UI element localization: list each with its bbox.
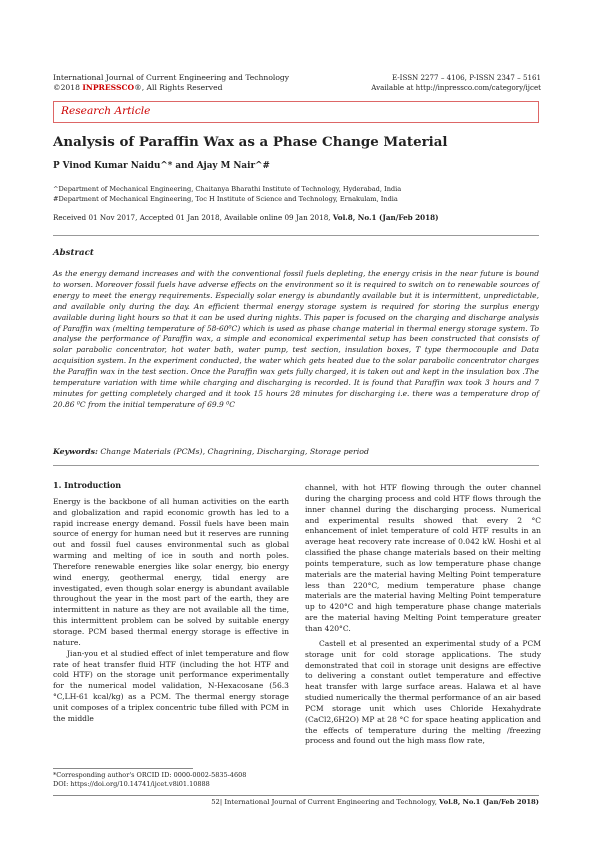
keywords-label: Keywords: (53, 447, 98, 456)
keywords-text: Change Materials (PCMs), Chagrining, Discharging, Storage period (97, 447, 369, 456)
issn: E-ISSN 2277 – 4106, P-ISSN 2347 – 5161 (391, 73, 541, 82)
article-type: Research Article (61, 105, 151, 117)
affiliations (53, 184, 401, 204)
paper-title: Analysis of Paraffin Wax as a Phase Change Material (53, 134, 448, 150)
publisher-name: INPRESSCO (82, 83, 135, 92)
article-dates: Received 01 Nov 2017, Accepted 01 Jan 2018, Available online 09 Jan 2018, Vol.8, No.1 (Jan/Feb 2018) (53, 213, 439, 222)
available-link[interactable]: Available at http://inpressco.com/category/ijcet (371, 83, 541, 92)
keywords (53, 447, 369, 456)
column-right (305, 483, 541, 747)
paragraph: Energy is the backbone of all human activities on the earth and globalization and rapid economic growth has led to a rapid increase energy demand. Fossil fuels have been main source of energy for human need but it reserves are running out and fossil fuel causes environmental such as global warming and melting of ice in south and north poles. Therefore renewable energies like solar energy, bio energy wind energy, geothermal energy, tidal energy are investigated, even though solar energy is abundant available throughout the year in the most part of the earth, they are intermittent in nature as they are not available all the time, this intermittent problem can be solved by suitable energy storage. PCM based thermal energy storage is effective in nature. (53, 496, 289, 647)
orcid-note: *Corresponding author's ORCID ID: 0000-0002-5835-4608 (53, 771, 247, 779)
authors: P Vinod Kumar Naidu^* and Ajay M Nair^# (53, 161, 270, 171)
doi-link[interactable]: DOI: https://doi.org/10.14741/ijcet.v8i01.10888 (53, 780, 210, 788)
journal-name: International Journal of Current Engineering and Technology (53, 73, 290, 82)
footnote (53, 771, 246, 789)
paragraph: channel, with hot HTF flowing through the outer channel during the charging process and cold HTF flows through the inner channel during the discharging process. Numerical and experimental results showed that every 2 °C enhancement of inlet temperature of cold HTF results in an average heat recovery rate increase of 0.042 kW. Hoshi et al classified the phase change materials based on their melting points temperature, such as low temperature phase change materials are the material having Melting Point temperature less than 220°C, medium temperature phase change materials are the material having Melting Point temperature up to 420°C and high temperature phase change materials are the material having Melting Point temperature greater than 420°C. (305, 483, 541, 633)
footnote-rule (53, 768, 193, 769)
paragraph: Castell et al presented an experimental study of a PCM storage unit for cold storage applications. The study demonstrated that coil in storage unit designs are effective to delivering a constant outlet temperature and effective heat transfer with large surface areas. Halawa et al have studied numerically the thermal performance of an air based PCM storage unit which uses Chloride Hexahydrate (CaCl2,6H2O) MP at 28 °C for space heating application and the effects of temperature during the melting /freezing process and found out the high mass flow rate, (305, 638, 541, 746)
divider (53, 235, 539, 236)
affiliation-1: ^Department of Mechanical Engineering, Chaitanya Bharathi Institute of Technology, Hyderabad, India (53, 185, 402, 193)
abstract-heading: Abstract (53, 248, 94, 258)
column-left (53, 480, 289, 725)
abstract-text: As the energy demand increases and with the conventional fossil fuels depleting, the energy crisis in the near future is bound to worsen. Moreover fossil fuels have adverse effects on the environment so it is required to switch on to renewable sources of energy to meet the energy requirements. Especially solar energy is abundantly available but it is intermittent, unpredictable, and available only during the day. An efficient thermal energy storage system is required for storing the surplus energy available during light hours so that it can be used during nights. This paper is focused on the charging and discharge analysis of Paraffin wax (melting temperature of 58-60⁰C) which is used as phase change material in thermal energy storage system. To analyse the performance of Paraffin wax, a simple and economical experimental setup has been constructed that consists of solar parabolic concentrator, hot water bath, water pump, test section, insulation boxes, T type thermocouple and Data acquisition system. In the experiment conducted, the water which gets heated due to the solar parabolic concentrator charges the Paraffin wax in the test section. Once the Paraffin wax gets fully charged, it is taken out and kept in the insulation box .The temperature variation with time while charging and discharging is recorded. It is found that Paraffin wax took 3 hours and 7 minutes for getting completely charged and it took 15 hours 28 minutes for discharging i.e. there was a temperature drop of 20.86 ⁰C from the initial temperature of 69.9 ⁰C (53, 269, 539, 409)
section-heading: 1. Introduction (53, 480, 122, 490)
issn-header (371, 73, 541, 93)
volume-info: Vol.8, No.1 (Jan/Feb 2018) (332, 213, 439, 222)
divider (53, 465, 539, 466)
paragraph: Jian-you et al studied effect of inlet temperature and flow rate of heat transfer fluid HTF (including the hot HTF and cold HTF) on the storage unit performance experimentally for the numerical model validation, N-Hexacosane (56.3 °C,LH-61 kcal/kg) as a PCM. The thermal energy storage unit composes of a triplex concentric tube filled with PCM in the middle (53, 648, 289, 723)
journal-header (53, 73, 289, 93)
article-type-box (53, 101, 539, 123)
copyright-line: ©2018 INPRESSCO®, All Rights Reserved (53, 83, 223, 92)
affiliation-2: #Department of Mechanical Engineering, Toc H Institute of Science and Technology, Ernakulam, India (53, 195, 398, 203)
page-footer: 52| International Journal of Current Engineering and Technology, Vol.8, No.1 (Jan/Feb 2018) (53, 795, 539, 806)
footer-volume: Vol.8, No.1 (Jan/Feb 2018) (439, 798, 539, 806)
